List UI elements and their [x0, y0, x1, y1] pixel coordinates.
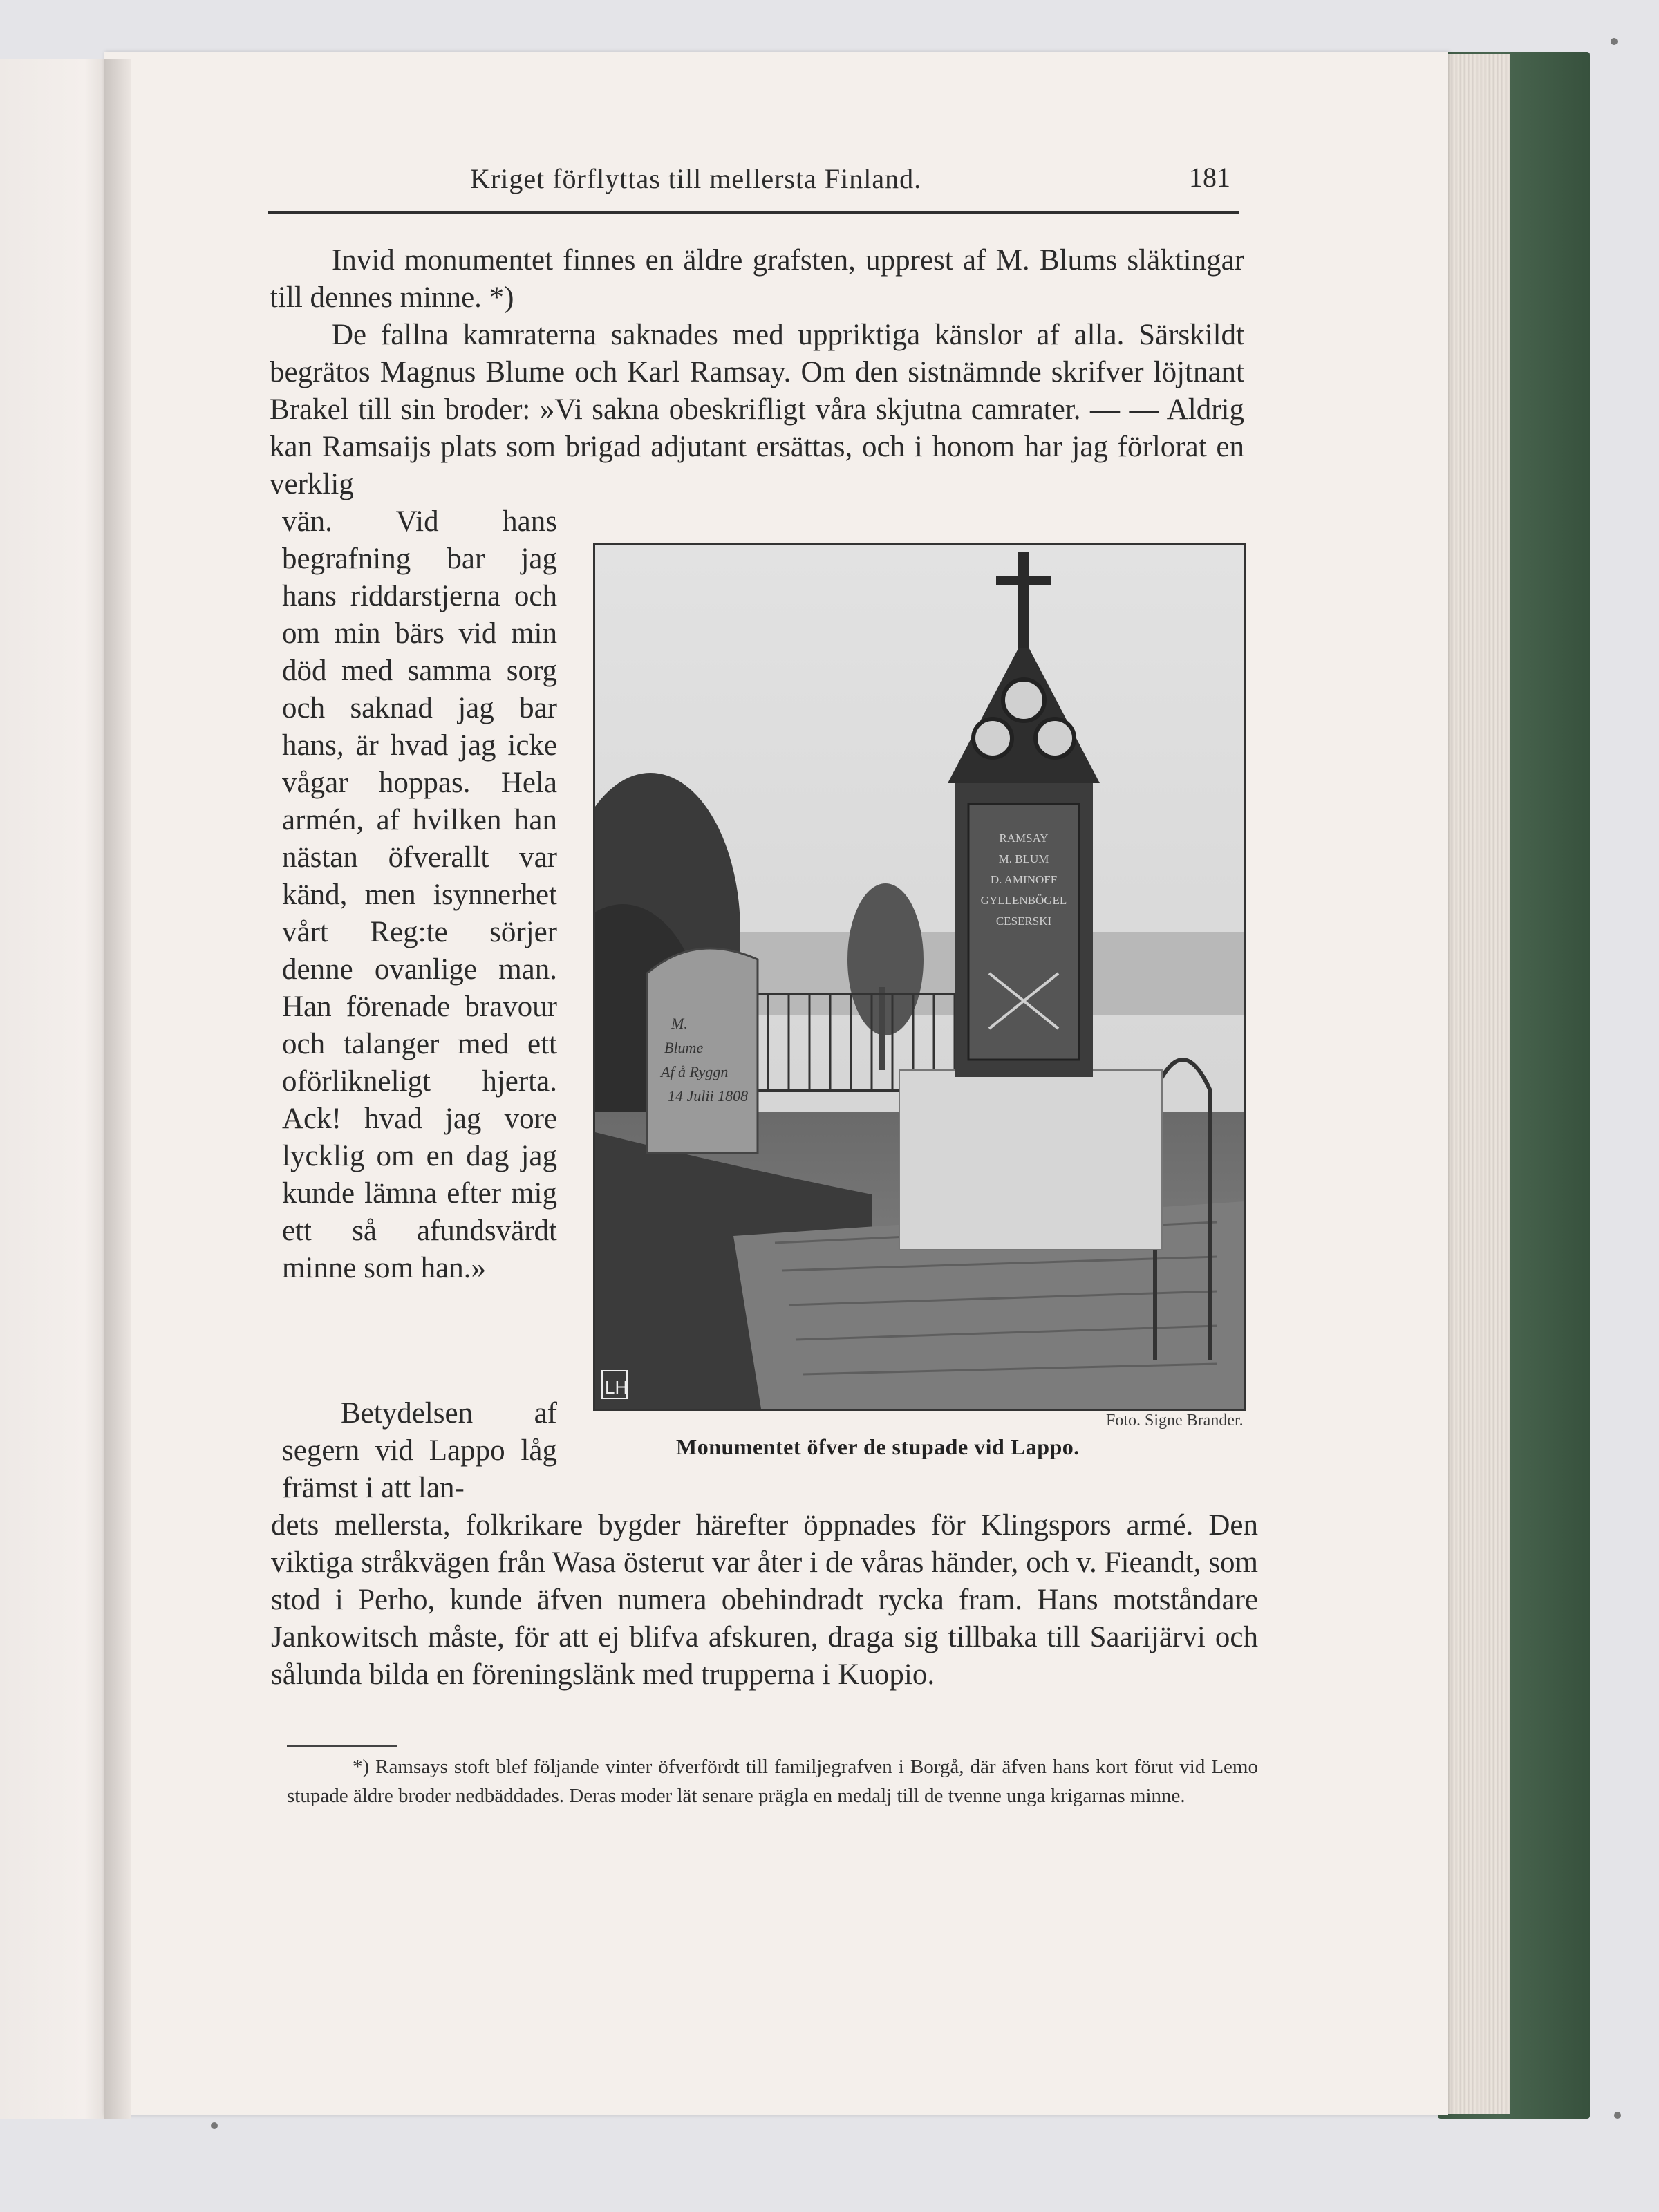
footnote-rule	[287, 1745, 397, 1747]
inscription-line-2: M. BLUM	[998, 852, 1049, 865]
paragraph-1: Invid monumentet finnes en äldre grafsten, upprest af M. Blums släktingar till dennes minne. *)	[270, 244, 1244, 314]
inscription-line-5: CESERSKI	[995, 915, 1052, 928]
monument-photograph	[595, 545, 1244, 1409]
paragraph-3: dets mellersta, folkrikare bygder härefter öppnades för Klingspors armé. Den viktiga stråkvägen från Wasa österut var åter i de våras händer, och v. Fieandt, som stod i Perho, kunde äfven numera obehindradt rycka fram. Hans motståndare Jankowitsch måste, för att ej blifva afskuren, draga sig tillbaka till Saarijärvi och sålunda bilda en föreningslänk med trupperna i Kuopio.	[271, 1509, 1258, 1691]
header-rule	[268, 211, 1239, 214]
pin-bottom-right	[1614, 2112, 1621, 2119]
gravestone-line-2: Blume	[664, 1039, 704, 1056]
monument-plinth	[899, 1070, 1162, 1250]
inscription-line-1: RAMSAY	[999, 832, 1049, 845]
figure-photo	[593, 543, 1246, 1411]
photo-credit: Foto. Signe Brander.	[1106, 1412, 1244, 1430]
paragraph-3-column: Betydelsen af segern vid Lappo låg främst i att lan-	[282, 1397, 557, 1504]
gravestone-line-3: Af å Ryggn	[661, 1063, 729, 1080]
inscription-line-3: D. AMINOFF	[990, 873, 1058, 886]
photo-signature: LH	[605, 1377, 628, 1398]
pin-bottom-left	[211, 2122, 218, 2129]
gutter-shadow	[104, 59, 131, 2119]
inscription-line-4: GYLLENBÖGEL	[980, 894, 1067, 907]
paragraph-2: De fallna kamraterna saknades med uppriktiga känslor af alla. Särskildt begrätos Magnus Blume och Karl Ramsay. Om den sistnämnde skrifver löjtnant Brakel till sin broder: »Vi sakna obeskrifligt våra skjutna camrater. — — Aldrig kan Ramsaijs plats som brigad adjutant ersättas, och i honom har jag förlorat en verklig	[270, 319, 1244, 500]
left-page	[0, 59, 121, 2119]
running-header: Kriget förflyttas till mellersta Finland.	[470, 163, 922, 194]
page-number: 181	[1189, 162, 1230, 193]
cross-icon	[1018, 552, 1029, 648]
footnote: *) Ramsays stoft blef följande vinter öfverfördt till familjegrafven i Borgå, där äfven hans kort förut vid Lemo stupade äldre broder nedbäddades. Deras moder lät senare prägla en medalj till de tvenne unga krigarnas minne.	[287, 1756, 1258, 1807]
figure-caption: Monumentet öfver de stupade vid Lappo.	[676, 1434, 1080, 1459]
gravestone-line-4: 14 Julii 1808	[668, 1087, 749, 1105]
page-edges	[1448, 54, 1510, 2114]
gravestone-line-1: M.	[671, 1015, 688, 1032]
pin-top-right	[1611, 38, 1618, 45]
paragraph-2-column: vän. Vid hans begrafning bar jag hans riddarstjerna och om min bärs vid min död med samma sorg och saknad jag bar hans, är hvad jag icke vågar hoppas. Hela armén, af hvilken han nästan öfverallt var känd, men isynnerhet vårt Reg:te sörjer denne ovanlige man. Han förenade bravour och talanger med ett oförlikneligt hjerta. Ack! hvad jag vore lycklig om en dag jag kunde lämna efter mig ett så afundsvärdt minne som han.»	[282, 505, 557, 1284]
